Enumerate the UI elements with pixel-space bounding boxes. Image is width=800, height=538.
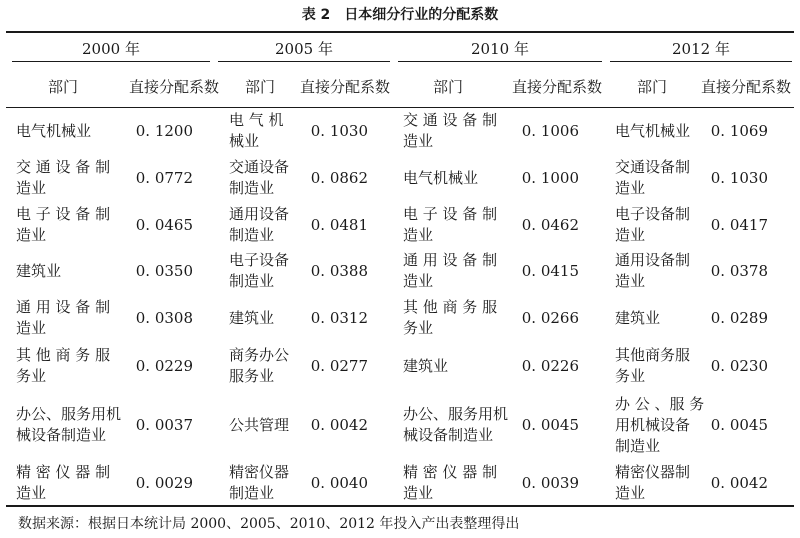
coef-value: 0. 0465 — [135, 215, 193, 234]
dept-cell — [16, 297, 110, 339]
dept-cell — [615, 157, 690, 199]
dept-cell — [615, 394, 704, 457]
dept-cell — [229, 415, 289, 436]
coef-value: 0. 0312 — [310, 308, 368, 327]
dept-line: 交通设备制 — [615, 158, 691, 176]
coef-value: 0. 0378 — [710, 261, 768, 280]
dept-line: 办公、服务用机 — [16, 405, 122, 423]
col-header-dept: 部门 — [48, 78, 79, 96]
dept-line: 务业 — [16, 367, 47, 385]
col-header-coef: 直接分配系数 — [512, 78, 603, 96]
table-title-text: 日本细分行业的分配系数 — [344, 7, 499, 23]
dept-cell — [229, 110, 284, 152]
coef-value: 0. 0229 — [135, 356, 193, 375]
dept-cell — [403, 297, 497, 339]
coef-value: 0. 0862 — [310, 168, 368, 187]
dept-line: 交通设备 — [229, 158, 290, 176]
dept-cell — [16, 204, 110, 246]
dept-cell — [403, 356, 448, 377]
dept-cell — [229, 204, 289, 246]
dept-cell — [16, 157, 110, 199]
coef-value: 0. 0481 — [310, 215, 368, 234]
dept-cell — [403, 204, 497, 246]
coef-value: 0. 0772 — [135, 168, 193, 187]
dept-line: 电 气 机 — [229, 111, 284, 129]
dept-line: 其他商务服 — [615, 346, 691, 364]
table-title — [0, 4, 800, 24]
year-underline-2000 — [12, 61, 210, 62]
dept-cell — [615, 250, 690, 292]
dept-line: 造业 — [403, 484, 434, 502]
col-header-dept: 部门 — [637, 78, 668, 96]
dept-cell — [615, 308, 660, 329]
dept-cell — [403, 462, 497, 504]
dept-line: 造业 — [16, 484, 47, 502]
dept-line: 商务办公 — [229, 346, 290, 364]
dept-line: 用机械设备 — [615, 415, 691, 434]
coef-value: 0. 0042 — [310, 415, 368, 434]
dept-line: 服务业 — [229, 367, 275, 385]
dept-cell — [615, 345, 690, 387]
col-header-dept: 部门 — [245, 78, 276, 96]
year-underline-2010 — [398, 61, 602, 62]
dept-line: 造业 — [16, 226, 47, 244]
dept-line: 造业 — [16, 319, 47, 337]
col-header-coef: 直接分配系数 — [701, 78, 792, 96]
dept-line: 造业 — [403, 226, 434, 244]
dept-cell — [403, 250, 497, 292]
dept-cell — [615, 121, 690, 142]
dept-line: 造业 — [615, 484, 646, 502]
col-header-coef: 直接分配系数 — [129, 78, 220, 96]
table-number: 表 2 — [301, 7, 331, 23]
coef-value: 0. 0266 — [521, 308, 579, 327]
dept-line: 造业 — [403, 132, 434, 150]
dept-cell — [403, 168, 478, 189]
dept-line: 电气机械业 — [16, 121, 92, 140]
dept-line: 通用设备 — [229, 205, 290, 223]
dept-line: 其 他 商 务 服 — [403, 298, 498, 316]
year-underline-2012 — [610, 61, 792, 62]
dept-cell — [229, 308, 274, 329]
coef-value: 0. 0045 — [710, 415, 768, 434]
dept-line: 电子设备 — [229, 251, 290, 269]
dept-line: 电 子 设 备 制 — [403, 205, 498, 223]
year-underline-2005 — [218, 61, 390, 62]
year-header-2012: 2012 年 — [672, 40, 730, 58]
dept-cell — [229, 345, 289, 387]
coef-value: 0. 0350 — [135, 261, 193, 280]
coef-value: 0. 1069 — [710, 121, 768, 140]
dept-line: 制造业 — [229, 179, 275, 197]
coef-value: 0. 0045 — [521, 415, 579, 434]
year-header-2010: 2010 年 — [471, 40, 529, 58]
dept-cell — [229, 250, 289, 292]
dept-line: 电气机械业 — [615, 121, 691, 140]
dept-line: 务业 — [615, 367, 646, 385]
dept-line: 交 通 设 备 制 — [16, 158, 111, 176]
header-rule — [6, 107, 794, 108]
dept-line: 精 密 仪 器 制 — [403, 463, 498, 481]
col-header-dept: 部门 — [433, 78, 464, 96]
dept-line: 其 他 商 务 服 — [16, 346, 111, 364]
coef-value: 0. 0462 — [521, 215, 579, 234]
coef-value: 0. 0037 — [135, 415, 193, 434]
dept-cell — [16, 121, 91, 142]
dept-line: 通 用 设 备 制 — [403, 251, 498, 269]
dept-cell — [16, 261, 61, 282]
coef-value: 0. 0039 — [521, 473, 579, 492]
dept-line: 制造业 — [229, 226, 275, 244]
dept-line: 造业 — [615, 179, 646, 197]
dept-cell — [615, 204, 690, 246]
dept-line: 精密仪器制 — [615, 463, 691, 481]
col-header-coef: 直接分配系数 — [300, 78, 391, 96]
coef-value: 0. 1200 — [135, 121, 193, 140]
dept-line: 械业 — [229, 132, 260, 150]
top-rule — [6, 31, 794, 33]
dept-cell — [403, 110, 497, 152]
dept-cell — [229, 157, 289, 199]
coef-value: 0. 1030 — [710, 168, 768, 187]
year-header-2005: 2005 年 — [275, 40, 333, 58]
dept-line: 电子设备制 — [615, 205, 691, 223]
coef-value: 0. 0308 — [135, 308, 193, 327]
dept-line: 建筑业 — [615, 308, 661, 327]
dept-line: 制造业 — [229, 272, 275, 290]
coef-value: 0. 0029 — [135, 473, 193, 492]
coef-value: 0. 0042 — [710, 473, 768, 492]
coef-value: 0. 0230 — [710, 356, 768, 375]
dept-cell — [403, 404, 508, 446]
dept-line: 械设备制造业 — [16, 426, 107, 444]
data-source-note: 数据来源：根据日本统计局 2000、2005、2010、2012 年投入产出表整理得出 — [18, 516, 520, 532]
coef-value: 0. 0289 — [710, 308, 768, 327]
dept-line: 建筑业 — [403, 356, 449, 375]
dept-line: 务业 — [403, 319, 434, 337]
dept-cell — [16, 462, 110, 504]
dept-cell — [16, 404, 121, 446]
coef-value: 0. 1000 — [521, 168, 579, 187]
dept-cell — [615, 462, 690, 504]
year-header-2000: 2000 年 — [82, 40, 140, 58]
dept-line: 电气机械业 — [403, 168, 479, 187]
dept-cell — [16, 345, 110, 387]
dept-line: 交 通 设 备 制 — [403, 111, 498, 129]
dept-line: 械设备制造业 — [403, 426, 494, 444]
dept-line: 电 子 设 备 制 — [16, 205, 111, 223]
coef-value: 0. 1006 — [521, 121, 579, 140]
coef-value: 0. 0226 — [521, 356, 579, 375]
dept-line: 办 公 、服 务 — [615, 394, 705, 413]
dept-line: 精密仪器 — [229, 463, 290, 481]
dept-line: 造业 — [403, 272, 434, 290]
dept-line: 精 密 仪 器 制 — [16, 463, 111, 481]
dept-line: 通 用 设 备 制 — [16, 298, 111, 316]
dept-line: 通用设备制 — [615, 251, 691, 269]
dept-line: 造业 — [615, 272, 646, 290]
dept-cell — [229, 462, 289, 504]
dept-line: 制造业 — [229, 484, 275, 502]
coef-value: 0. 0388 — [310, 261, 368, 280]
dept-line: 造业 — [615, 226, 646, 244]
bottom-rule — [6, 505, 794, 507]
coef-value: 0. 0417 — [710, 215, 768, 234]
dept-line: 建筑业 — [229, 308, 275, 327]
dept-line: 造业 — [16, 179, 47, 197]
dept-line: 公共管理 — [229, 415, 290, 434]
dept-line: 制造业 — [615, 436, 661, 455]
coef-value: 0. 0277 — [310, 356, 368, 375]
dept-line: 办公、服务用机 — [403, 405, 509, 423]
dept-line: 建筑业 — [16, 261, 62, 280]
coef-value: 0. 0415 — [521, 261, 579, 280]
coef-value: 0. 1030 — [310, 121, 368, 140]
coef-value: 0. 0040 — [310, 473, 368, 492]
